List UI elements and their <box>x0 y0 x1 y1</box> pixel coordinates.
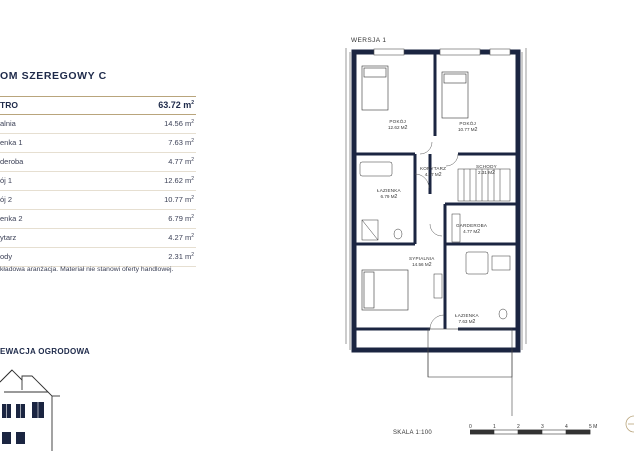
table-row <box>0 190 196 210</box>
scale-tick: 3 <box>541 424 544 430</box>
room-label: POKÓJ 10.77 $M^2$ <box>458 121 478 133</box>
bathtub <box>360 162 392 176</box>
room-label: SYPIALNIA 14.56 $M^2$ <box>409 256 435 268</box>
sink <box>492 256 510 270</box>
row-value: 14.56 $m^2$ <box>164 119 194 128</box>
row-label: enka 1 <box>0 138 23 147</box>
room-label: SCHODY 2.31 $M^2$ <box>476 164 497 176</box>
balcony <box>428 329 512 416</box>
plan-version: WERSJA 1 <box>351 37 387 44</box>
row-value: 12.62 $m^2$ <box>164 176 194 185</box>
scale-tick: 0 <box>469 424 472 430</box>
row-label: ody <box>0 252 13 261</box>
row-label: ój 2 <box>0 195 13 204</box>
scale-bar <box>470 429 600 437</box>
row-value: 6.79 $m^2$ <box>168 214 194 223</box>
table-row <box>0 114 196 134</box>
bed-1 <box>362 66 388 110</box>
page-title: OM SZEREGOWY C <box>0 70 107 82</box>
row-label: alnia <box>0 119 16 128</box>
table-header-row <box>0 96 196 115</box>
row-label: ytarz <box>0 233 17 242</box>
table-row <box>0 228 196 248</box>
room-label: POKÓJ 12.62 $M^2$ <box>388 119 408 131</box>
scale-tick: 2 <box>517 424 520 430</box>
table-row <box>0 152 196 172</box>
room-label: KORYTARZ 4.27 $M^2$ <box>420 166 447 178</box>
scale-tick: 1 <box>493 424 496 430</box>
floor-plan <box>340 44 530 424</box>
table-row <box>0 133 196 153</box>
row-value: 4.27 $m^2$ <box>168 233 194 242</box>
disclaimer-note: kładowa aranżacja. Materiał nie stanowi oferty handlowej. <box>0 266 174 273</box>
desk <box>434 274 442 298</box>
table-row <box>0 247 196 267</box>
floor-total: 63.72 $m^2$ <box>158 100 194 110</box>
bathtub-2 <box>466 252 488 274</box>
row-label: ój 1 <box>0 176 13 185</box>
row-value: 10.77 $m^2$ <box>164 195 194 204</box>
elevation-title: EWACJA OGRODOWA <box>0 347 90 356</box>
toilet <box>394 229 402 239</box>
row-label: enka 2 <box>0 214 23 223</box>
table-row <box>0 209 196 229</box>
bed-2 <box>442 72 468 118</box>
table-row <box>0 171 196 191</box>
scale-tick: 4 <box>565 424 568 430</box>
row-value: 7.63 $m^2$ <box>168 138 194 147</box>
row-value: 2.31 $m^2$ <box>168 252 194 261</box>
floor-label: TRO <box>0 100 18 110</box>
house-elevation-drawing <box>0 362 70 451</box>
scale-label: SKALA 1:100 <box>393 430 432 436</box>
room-label: ŁAZIENKA 6.79 $M^2$ <box>377 188 401 200</box>
row-label: deroba <box>0 157 24 166</box>
compass-icon <box>624 414 634 434</box>
room-label: GARDEROBA 4.77 $M^2$ <box>456 223 488 235</box>
bed-3 <box>362 270 408 310</box>
scale-tick: 5 M <box>589 424 598 430</box>
row-value: 4.77 $m^2$ <box>168 157 194 166</box>
room-label: ŁAZIENKA 7.63 $M^2$ <box>455 313 479 325</box>
